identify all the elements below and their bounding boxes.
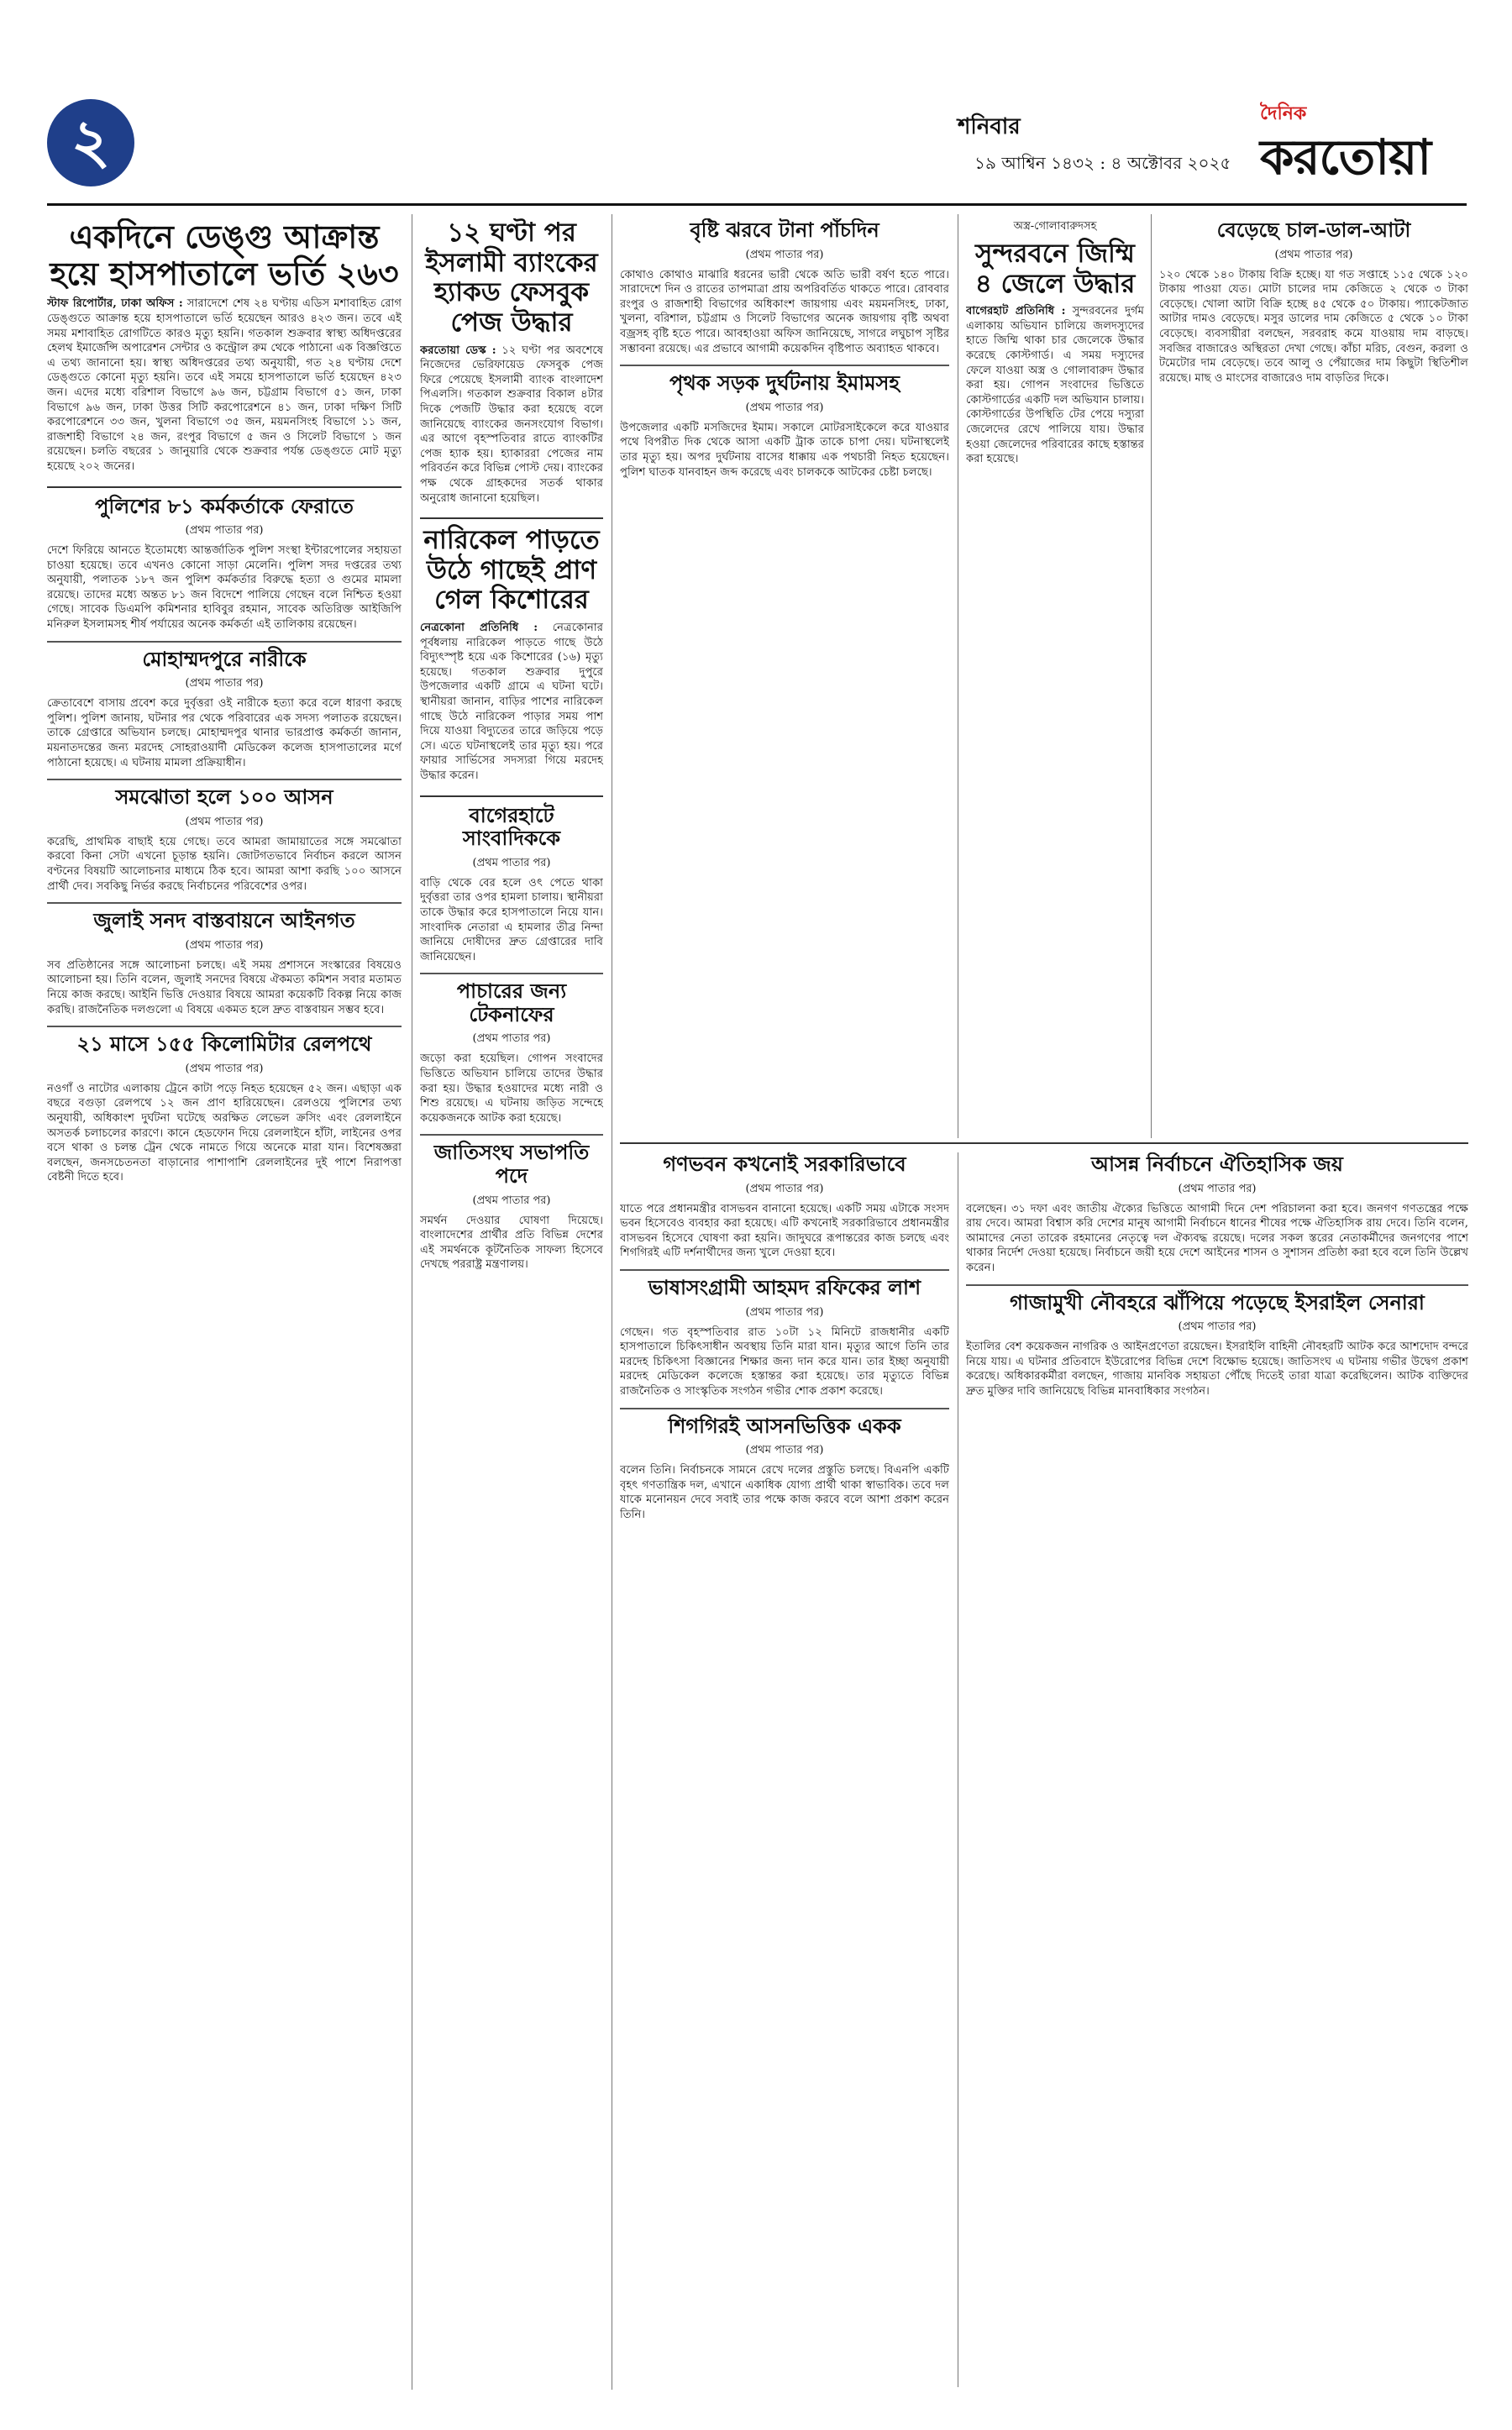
continued-label: (প্রথম পাতার পর) [185, 938, 264, 952]
headline-sundarbans: সুন্দরবনে জিম্মি ৪ জেলে উদ্ধার [974, 239, 1136, 299]
article-democracy [620, 1152, 949, 1261]
continued-label: (প্রথম পাতার পর) [1274, 248, 1353, 261]
headline-budget: সমঝোতা হলে ১০০ আসন [115, 785, 333, 810]
headline-language: ভাষাসংগ্রামী আহমদ রফিকের লাশ [648, 1274, 921, 1299]
article-body [420, 621, 603, 784]
divider [966, 1284, 1468, 1286]
body-text: সব প্রতিষ্ঠানের সঙ্গে আলোচনা চলছে। এই সময় প্রশাসনে সংস্কারের বিষয়েও আলোচনা হয়। তিনি বলেন, জুলাই সনদের বিষয়ে ঐকমত্য কমিশন সবার মতামত নিয়ে কাজ করছে। আইনি ভিত্তি দেওয়ার বিষয়ে আমরা কয়েকটি বিকল্প নিয়ে কাজ করছি। রাজনৈতিক দলগুলো এ বিষয়ে একমত হলে দ্রুত বাস্তবায়ন সম্ভব হবে। [47, 958, 402, 1016]
headline-july: জুলাই সনদ বাস্তবায়নে আইনগত [93, 908, 355, 933]
article-coconut [420, 526, 603, 796]
article-rice [1159, 218, 1468, 386]
body-text: কোথাও কোথাও মাঝারি ধরনের ভারী থেকে অতি ভারী বর্ষণ হতে পারে। সারাদেশে দিন ও রাতের তাপমাত্রা প্রায় অপরিবর্তিত থাকতে পারে। রোববার রংপুর ও রাজশাহী বিভাগের অধিকাংশ জায়গায় এবং ময়মনসিংহ, ঢাকা, খুলনা, বরিশাল, চট্টগ্রাম ও সিলেট বিভাগের অনেক জায়গায় বৃষ্টি অথবা বজ্রসহ বৃষ্টি হতে পারে। আবহাওয়া অফিস জানিয়েছে, সাগরে লঘুচাপ সৃষ্টির সম্ভাবনা রয়েছে। এর প্রভাবে আগামী কয়েকদিন বৃষ্টিপাত অব্যাহত থাকবে। [620, 268, 949, 355]
continued-label: (প্রথম পাতার পর) [745, 401, 824, 414]
body-text: সারাদেশে শেষ ২৪ ঘণ্টায় এডিস মশাবাহিত রোগ ডেঙ্গুতে আক্রান্ত হয়ে হাসপাতালে ভর্তি হয়েছেন আরও ৪২৩ জন। তবে এই সময় মশাবাহিত রোগটিতে কারও মৃত্যু হয়নি। গতকাল শুক্রবার স্বাস্থ্য অধিদপ্তরের হেলথ ইমার্জেন্সি অপারেশন সেন্টার ও কন্ট্রোল রুম থেকে পাঠানো এক বিজ্ঞপ্তিতে এ তথ্য জানানো হয়। স্বাস্থ্য অধিদপ্তরের তথ্য অনুযায়ী, গত ২৪ ঘণ্টায় দেশে ডেঙ্গুতে কোনো মৃত্যু হয়নি। তবে এই সময়ে হাসপাতালে ভর্তি হয়েছেন ৪২৩ জন। এদের মধ্যে বরিশাল বিভাগে ৯৬ জন, চট্টগ্রাম বিভাগে ৫১ জন, ঢাকা বিভাগে ৯৬ জন, ঢাকা উত্তর সিটি করপোরেশনে ৪১ জন, ঢাকা দক্ষিণ সিটি করপোরেশনে ৩৩ জন, খুলনা বিভাগে ৩৫ জন, ময়মনসিংহ বিভাগে ১১ জন, রাজশাহী বিভাগে ২৪ জন, রংপুর বিভাগে ৫ জন ও সিলেট বিভাগে ১ জন রয়েছেন। চলতি বছরের ১ জানুয়ারি থেকে শুক্রবার পর্যন্ত ডেঙ্গুতে মোট মৃত্যু হয়েছে ২০২ জনের। [47, 297, 402, 473]
article-dengue [47, 218, 402, 488]
header-rule [47, 203, 1467, 206]
body-text: যাতে পরে প্রধানমন্ত্রীর বাসভবন বানানো হয়েছে। একটি সময় এটাকে সংসদ ভবন হিসেবেও ব্যবহার করা হয়েছে। এটি কখনোই সরকারিভাবে প্রধানমন্ত্রীর বাসভবন হিসেবে ঘোষণা করা হয়নি। জাদুঘরে রূপান্তরের কাজ চলছে এবং শিগগিরই এটি দর্শনার্থীদের জন্য খুলে দেওয়া হবে। [620, 1202, 949, 1260]
masthead-name: করতোয়া [1260, 129, 1431, 186]
page-number-badge [47, 99, 134, 186]
continued-label: (প্রথম পাতার পর) [185, 524, 264, 538]
article-police [47, 495, 402, 632]
headline-gazamukhi: গাজামুখী নৌবহরে ঝাঁপিয়ে পড়েছে ইসরাইল সেনারা [1010, 1289, 1425, 1315]
column-right-lower [966, 1152, 1468, 2387]
headline-road: পৃথক সড়ক দুর্ঘটনায় ইমামসহ [669, 370, 900, 396]
headline-police: পুলিশের ৮১ কর্মকর্তাকে ফেরাতে [95, 493, 354, 518]
headline-democracy: গণভবন কখনোই সরকারিভাবে [663, 1152, 906, 1176]
headline-victory: আসন্ন নির্বাচনে ঐতিহাসিক জয় [1091, 1152, 1343, 1176]
kicker: অস্ত্র-গোলাবারুদসহ [1013, 220, 1097, 233]
body-text: নওগাঁ ও নাটোর এলাকায় ট্রেনে কাটা পড়ে নিহত হয়েছেন ৫২ জন। এছাড়া এক বছরে বগুড়া রেলপথে ১২ জন প্রাণ হারিয়েছেন। রেলওয়ে পুলিশের তথ্য অনুযায়ী, অধিকাংশ দুর্ঘটনা ঘটেছে অরক্ষিত লেভেল ক্রসিং এবং রেললাইনে অসতর্ক চলাচলের কারণে। কানে হেডফোন দিয়ে রেললাইনে হাঁটা, লাইনের ওপর বসে থাকা ও চলন্ত ট্রেন থেকে নামতে গিয়ে অনেকে মারা যান। বিশেষজ্ঞরা বলছেন, জনসচেতনতা বাড়ানোর পাশাপাশি রেললাইনের দুই পাশে নিরাপত্তা বেষ্টনী দিতে হবে। [47, 1082, 402, 1184]
divider [47, 1026, 402, 1027]
headline-tender: পাচারের জন্য টেকনাফের [456, 979, 567, 1026]
page-number: ২ [71, 105, 111, 176]
article-language [620, 1276, 949, 1399]
continued-label: (প্রথম পাতার পর) [185, 677, 264, 690]
divider [620, 365, 949, 366]
article-budget [47, 785, 402, 894]
continued-label: (প্রথম পাতার পর) [185, 815, 264, 828]
body-text: বাড়ি থেকে বের হলে ওৎ পেতে থাকা দুর্বৃত্তরা তার ওপর হামলা চালায়। স্থানীয়রা তাকে উদ্ধার করে হাসপাতালে নিয়ে যান। সাংবাদিক নেতারা এ হামলার তীব্র নিন্দা জানিয়ে দোষীদের দ্রুত গ্রেপ্তারের দাবি জানিয়েছেন। [420, 876, 603, 963]
divider [620, 1408, 949, 1409]
body-text: ১২০ থেকে ১৪০ টাকায় বিক্রি হচ্ছে। যা গত সপ্তাহে ১১৫ থেকে ১২০ টাকায় পাওয়া যেত। মোটা চালের দাম কেজিতে ২ থেকে ৩ টাকা বেড়েছে। খোলা আটা বিক্রি হচ্ছে ৪৫ থেকে ৫০ টাকায়। প্যাকেটজাত আটার দামও বেড়েছে। মসুর ডালের দাম কেজিতে ৫ থেকে ১০ টাকা বেড়েছে। ব্যবসায়ীরা বলছেন, সরবরাহ কমে যাওয়ায় দাম বাড়ছে। সবজির বাজারেও অস্থিরতা দেখা গেছে। কাঁচা মরিচ, বেগুন, করলা ও টমেটোর দাম বেড়েছে। তবে আলু ও পেঁয়াজের দাম কিছুটা স্থিতিশীল রয়েছে। মাছ ও মাংসের বাজারেও দাম বাড়তির দিকে। [1159, 268, 1468, 385]
headline-rice: বেড়েছে চাল-ডাল-আটা [1216, 218, 1411, 242]
issue-date: ১৯ আশ্বিন ১৪৩২ : ৪ অক্টোবর ২০২৫ [974, 153, 1231, 173]
article-road [620, 371, 949, 480]
continued-label: (প্রথম পাতার পর) [745, 248, 824, 261]
article-hack [420, 218, 603, 519]
headline-dengue: একদিনে ডেঙ্গু আক্রান্ত হয়ে হাসপাতালে ভর্তি ২৬৩ [50, 218, 399, 292]
body-text: করেছি, প্রাথমিক বাছাই হয়ে গেছে। তবে আমরা জামায়াতের সঙ্গে সমঝোতা করবো কিনা সেটা এখনো চূড়ান্ত হয়নি। জোটগতভাবে নির্বাচন করলে আসন বণ্টনের বিষয়টি আলোচনার মাধ্যমে ঠিক হবে। আমরা আশা করছি ১০০ আসনে প্রার্থী দেব। সবকিছু নির্ভর করছে নির্বাচনের পরিবেশের ওপর। [47, 835, 402, 893]
continued-label: (প্রথম পাতার পর) [745, 1444, 824, 1457]
article-rain [620, 218, 949, 356]
article-tender [420, 979, 603, 1126]
divider [47, 779, 402, 780]
continued-label: (প্রথম পাতার পর) [472, 1194, 551, 1207]
divider [47, 641, 402, 643]
body-text: গেছেন। গত বৃহস্পতিবার রাত ১০টা ১২ মিনিটে রাজধানীর একটি হাসপাতালে চিকিৎসাধীন অবস্থায় তিনি মারা যান। মৃত্যুর আগে তিনি তার মরদেহ চিকিৎসা বিজ্ঞানের শিক্ষার জন্য দান করে যান। তার ইচ্ছা অনুযায়ী মরদেহ মেডিকেল কলেজে হস্তান্তর করা হয়েছে। তার মৃত্যুতে বিভিন্ন রাজনৈতিক ও সাংস্কৃতিক সংগঠন গভীর শোক প্রকাশ করেছে। [620, 1325, 949, 1398]
continued-label: (প্রথম পাতার পর) [185, 1062, 264, 1075]
issue-day: শনিবার [958, 114, 1021, 139]
continued-label: (প্রথম পাতার পর) [472, 856, 551, 869]
article-body [47, 297, 402, 474]
divider [47, 902, 402, 904]
body-text: দেশে ফিরিয়ে আনতে ইতোমধ্যে আন্তর্জাতিক পুলিশ সংস্থা ইন্টারপোলের সহায়তা চাওয়া হয়েছে। তবে এখনও কোনো সাড়া মেলেনি। পুলিশ সদর দপ্তরের তথ্য অনুযায়ী, পলাতক ১৮৭ জন পুলিশ কর্মকর্তার বিরুদ্ধে হত্যা ও গুমের মামলা রয়েছে। তাদের মধ্যে অন্তত ৮১ জন বিদেশে পালিয়ে গেছেন বলে নিশ্চিত হওয়া গেছে। সাবেক ডিএমপি কমিশনার হাবিবুর রহমান, সাবেক অতিরিক্ত আইজিপি মনিরুল ইসলামসহ শীর্ষ পর্যায়ের অনেক কর্মকর্তা এই তালিকায় রয়েছেন। [47, 544, 402, 632]
article-mohammadpur [47, 648, 402, 771]
headline-mohammadpur: মোহাম্মদপুরে নারীকে [142, 646, 307, 671]
headline-bagerhat: বাগেরহাটে সাংবাদিককে [462, 802, 561, 851]
divider [420, 1134, 603, 1136]
column-3-lower [620, 1152, 949, 2387]
headline-rain: বৃষ্টি ঝরবে টানা পাঁচদিন [690, 218, 879, 242]
headline-coconut: নারিকেল পাড়তে উঠে গাছেই প্রাণ গেল কিশোরের [423, 525, 600, 616]
body-text: উপজেলার একটি মসজিদের ইমাম। সকালে মোটরসাইকেলে করে যাওয়ার পথে বিপরীত দিক থেকে আসা একটি ট্রাক তাকে চাপা দেয়। ঘটনাস্থলেই তার মৃত্যু হয়। অপর দুর্ঘটনায় বাসের ধাক্কায় এক পথচারী নিহত হয়েছেন। পুলিশ ঘাতক যানবাহন জব্দ করেছে এবং চালককে আটকের চেষ্টা চলছে। [620, 421, 949, 479]
body-text: জড়ো করা হয়েছিল। গোপন সংবাদের ভিত্তিতে অভিযান চালিয়ে তাদের উদ্ধার করা হয়। উদ্ধার হওয়াদের মধ্যে নারী ও শিশু রয়েছে। এ ঘটনায় জড়িত সন্দেহে কয়েকজনকে আটক করা হয়েছে। [420, 1052, 603, 1125]
headline-constitution: শিগগিরই আসনভিত্তিক একক [668, 1413, 901, 1438]
body-text: ১২ ঘণ্টা পর অবশেষে নিজেদের ভেরিফায়েড ফেসবুক পেজ ফিরে পেয়েছে ইসলামী ব্যাংক বাংলাদেশ পিএলসি। গতকাল শুক্রবার বিকাল ৪টার দিকে পেজটি উদ্ধার করা হয়েছে বলে জানিয়েছে ব্যাংকের জনসংযোগ বিভাগ। এর আগে বৃহস্পতিবার রাতে ব্যাংকটির পেজ হ্যাক হয়। হ্যাকাররা পেজের নাম পরিবর্তন করে বিভিন্ন পোস্ট দেয়। ব্যাংকের পক্ষ থেকে গ্রাহকদের সতর্ক থাকার অনুরোধ জানানো হয়েছিল। [420, 344, 603, 505]
byline: করতোয়া ডেস্ক : [420, 344, 496, 357]
column-4 [966, 218, 1144, 1134]
body-text: নেত্রকোনার পূর্বধলায় নারিকেল পাড়তে গাছে উঠে বিদ্যুৎস্পৃষ্ট হয়ে এক কিশোরের (১৬) মৃত্যু হয়েছে। গতকাল শুক্রবার দুপুরে উপজেলার একটি গ্রামে এ ঘটনা ঘটে। স্থানীয়রা জানান, বাড়ির পাশের নারিকেল গাছে উঠে নারিকেল পাড়ার সময় পাশ দিয়ে যাওয়া বিদ্যুতের তারে জড়িয়ে পড়ে সে। এতে ঘটনাস্থলেই তার মৃত্যু হয়। পরে ফায়ার সার্ভিসের সদস্যরা গিয়ে মরদেহ উদ্ধার করেন। [420, 622, 603, 782]
article-sundarbans [966, 218, 1144, 467]
body-text: ইতালির বেশ কয়েকজন নাগরিক ও আইনপ্রণেতা রয়েছেন। ইসরাইলি বাহিনী নৌবহরটি আটক করে আশদোদ বন্দরে নিয়ে যায়। এ ঘটনার প্রতিবাদে ইউরোপের বিভিন্ন দেশে বিক্ষোভ হয়েছে। জাতিসংঘ এ ঘটনায় গভীর উদ্বেগ প্রকাশ করেছে। অধিকারকর্মীরা বলছেন, গাজায় মানবিক সহায়তা পৌঁছে দিতেই তারা যাত্রা করেছিলেন। আটক ব্যক্তিদের দ্রুত মুক্তির দাবি জানিয়েছে বিভিন্ন মানবাধিকার সংগঠন। [966, 1341, 1468, 1398]
column-divider [1151, 214, 1152, 1138]
byline: নেত্রকোনা প্রতিনিধি : [420, 622, 538, 635]
body-text: বলেছেন। ৩১ দফা এবং জাতীয় ঐক্যের ভিত্তিতে আগামী দিনে দেশ পরিচালনা করা হবে। জনগণ গণতন্ত্রের পক্ষে রায় দেবে। আমরা বিশ্বাস করি দেশের মানুষ আগামী নির্বাচনে ধানের শীষের পক্ষে ঐতিহাসিক রায় দেবে। তিনি বলেন, আমাদের নেতা তারেক রহমানের নেতৃত্বে দল ঐক্যবদ্ধ রয়েছে। দলের সকল স্তরের নেতাকর্মীদের জনগণের পাশে থাকার নির্দেশ দেওয়া হয়েছে। নির্বাচনে জয়ী হয়ে দেশে আইনের শাসন ও সুশাসন প্রতিষ্ঠা করা হবে বলে তিনি উল্লেখ করেন। [966, 1202, 1468, 1274]
continued-label: (প্রথম পাতার পর) [1178, 1320, 1257, 1334]
article-july [47, 909, 402, 1017]
article-victory [966, 1152, 1468, 1276]
column-2 [420, 218, 603, 2385]
headline-hack: ১২ ঘণ্টা পর ইসলামী ব্যাংকের হ্যাকড ফেসবুক পেজ উদ্ধার [425, 218, 598, 338]
continued-label: (প্রথম পাতার পর) [745, 1305, 824, 1319]
byline: স্টাফ রিপোর্টার, ঢাকা অফিস : [47, 297, 183, 311]
masthead-logo [1260, 99, 1470, 200]
continued-label: (প্রথম পাতার পর) [1178, 1182, 1257, 1195]
body-text: বলেন তিনি। নির্বাচনকে সামনে রেখে দলের প্রস্তুতি চলছে। বিএনপি একটি বৃহৎ গণতান্ত্রিক দল, এখানে একাধিক যোগ্য প্রার্থী থাকা স্বাভাবিক। তবে দল যাকে মনোনয়ন দেবে সবাই তার পক্ষে কাজ করবে বলে আশা প্রকাশ করেন তিনি। [620, 1464, 949, 1521]
article-constitution [620, 1414, 949, 1523]
masthead-top: দৈনিক [1260, 102, 1307, 124]
continued-label: (প্রথম পাতার পর) [745, 1182, 824, 1195]
divider [620, 1269, 949, 1271]
article-national [420, 1141, 603, 1273]
body-text: সমর্থন দেওয়ার ঘোষণা দিয়েছে। বাংলাদেশের প্রার্থীর প্রতি বিভিন্ন দেশের এই সমর্থনকে কূটনৈতিক সাফল্য হিসেবে দেখছে পররাষ্ট্র মন্ত্রণালয়। [420, 1214, 603, 1272]
article-railway [47, 1032, 402, 1185]
body-text: সুন্দরবনের দুর্গম এলাকায় অভিযান চালিয়ে জলদস্যুদের হাতে জিম্মি থাকা চার জেলেকে উদ্ধার করেছে কোস্টগার্ড। এ সময় দস্যুদের ফেলে যাওয়া অস্ত্র ও গোলাবারুদ উদ্ধার করা হয়। গোপন সংবাদের ভিত্তিতে কোস্টগার্ডের একটি দল অভিযান চালায়। কোস্টগার্ডের উপস্থিতি টের পেয়ে দস্যুরা জেলেদের রেখে পালিয়ে যায়। উদ্ধার হওয়া জেলেদের পরিবারের কাছে হস্তান্তর করা হয়েছে। [966, 305, 1144, 466]
headline-railway: ২১ মাসে ১৫৫ কিলোমিটার রেলপথে [76, 1031, 372, 1057]
article-body [420, 344, 603, 506]
continued-label: (প্রথম পাতার পর) [472, 1032, 551, 1046]
byline: বাগেরহাট প্রতিনিধি : [966, 305, 1066, 318]
headline-national: জাতিসংঘ সভাপতি পদে [433, 1140, 590, 1189]
body-text: ক্রেতাবেশে বাসায় প্রবেশ করে দুর্বৃত্তরা ওই নারীকে হত্যা করে বলে ধারণা করছে পুলিশ। পুলিশ জানায়, ঘটনার পর থেকে পরিবারের এক সদস্য পলাতক রয়েছেন। তাকে গ্রেপ্তারে অভিযান চলছে। মোহাম্মদপুর থানার ভারপ্রাপ্ত কর্মকর্তা জানান, ময়নাতদন্তের জন্য মরদেহ সোহরাওয়ার্দী মেডিকেল কলেজ হাসপাতালের মর্গে পাঠানো হয়েছে। এ ঘটনায় মামলা প্রক্রিয়াধীন। [47, 697, 402, 769]
divider [420, 973, 603, 974]
column-5 [1159, 218, 1468, 1134]
section-rule [620, 1142, 1468, 1144]
column-3 [620, 218, 949, 1134]
article-gazamukhi [966, 1291, 1468, 1399]
article-bagerhat [420, 804, 603, 965]
column-1 [47, 218, 402, 2385]
article-body [966, 304, 1144, 467]
